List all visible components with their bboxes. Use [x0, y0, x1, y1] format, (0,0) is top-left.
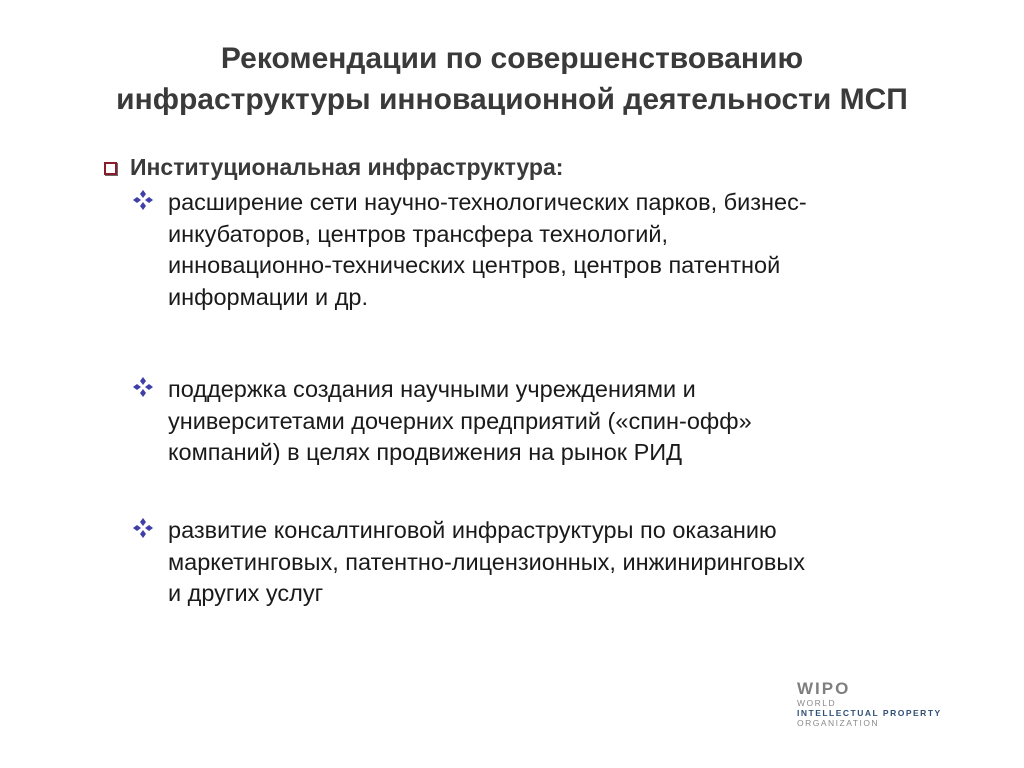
slide-title-line-2: инфраструктуры инновационной деятельности МСП: [116, 83, 908, 116]
slide-title: [0, 38, 1024, 120]
bullet-text-3: [168, 515, 958, 610]
bullet-item-3: [132, 515, 962, 610]
wipo-logo: [797, 680, 997, 728]
logo-line-org: ORGANIZATION: [797, 718, 880, 728]
checkbox-square-icon: [104, 162, 117, 175]
bullet-3-line-1: развитие консалтинговой инфраструктуры по оказанию: [168, 517, 777, 543]
bullet-item-1: [132, 187, 962, 313]
four-diamond-icon: [132, 376, 154, 398]
logo-line-ip: INTELLECTUAL PROPERTY: [797, 708, 942, 718]
logo-line-world: WORLD: [797, 698, 837, 708]
bullet-1-line-1: расширение сети научно-технологических парков, бизнес-: [168, 189, 807, 215]
bullet-1-line-3: инновационно-технических центров, центров патентной: [168, 252, 781, 278]
logo-wipo: WIPO: [797, 679, 851, 698]
bullet-2-line-1: поддержка создания научными учреждениями и: [168, 376, 696, 402]
bullet-1-line-2: инкубаторов, центров трансфера технологий,: [168, 220, 668, 247]
bullet-2-line-2: университетами дочерних предприятий («спин-офф»: [168, 407, 752, 434]
bullet-3-line-2: маркетинговых, патентно-лицензионных, инжиниринговых: [168, 548, 805, 575]
four-diamond-icon: [132, 189, 154, 211]
bullet-1-line-4: информации и др.: [168, 283, 369, 310]
bullet-2-line-3: компаний) в целях продвижения на рынок РИД: [168, 439, 683, 465]
slide-title-line-1: Рекомендации по совершенствованию: [220, 42, 804, 75]
bullet-text-1: [168, 187, 958, 313]
bullet-item-2: [132, 374, 962, 469]
bullet-text-2: [168, 374, 958, 469]
section-heading: [104, 154, 563, 181]
bullet-3-line-3: и других услуг: [168, 580, 324, 606]
section-title: Институциональная инфраструктура:: [130, 154, 564, 180]
four-diamond-icon: [132, 517, 154, 539]
